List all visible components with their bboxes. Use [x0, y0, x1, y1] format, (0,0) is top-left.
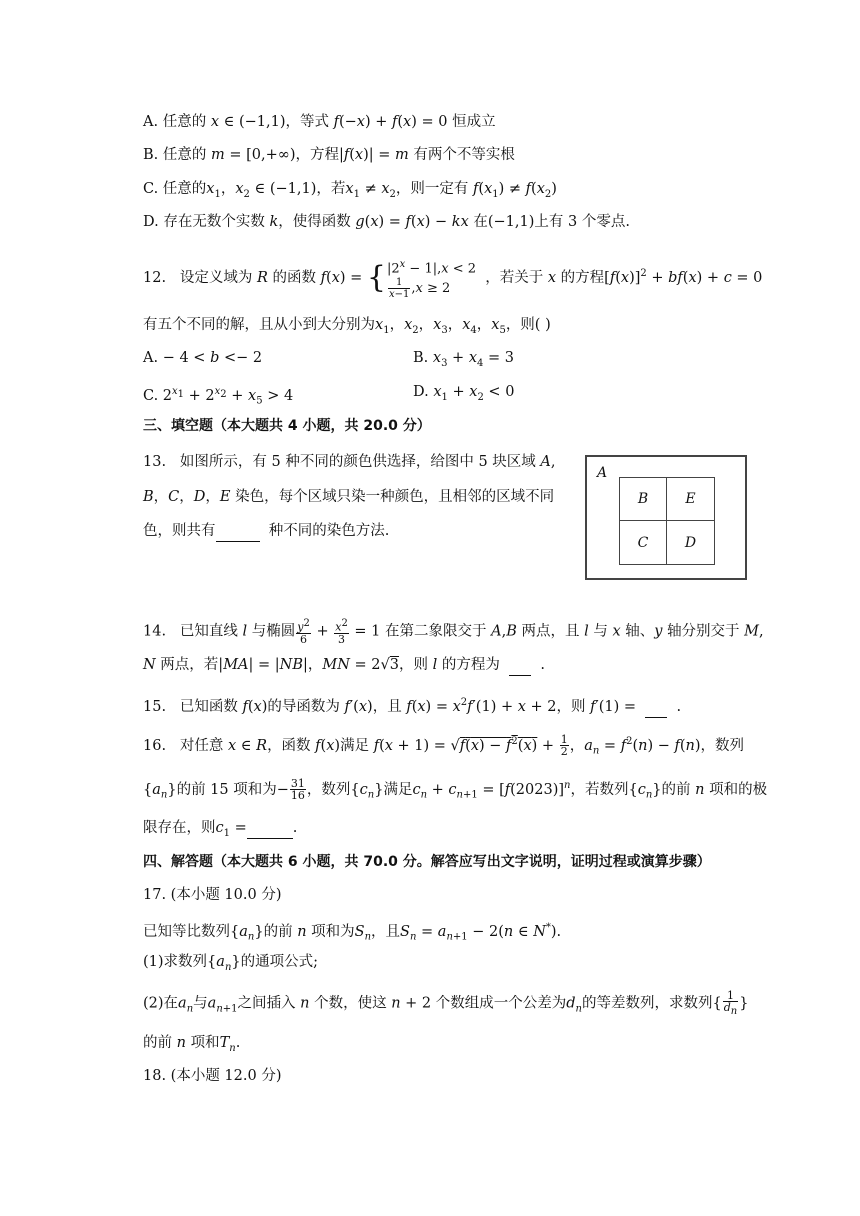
q11-option-a: A. 任意的 x ∈ (−1,1)，等式 f(−x) + f(x) = 0 恒成立: [143, 114, 496, 130]
q11-option-b: B. 任意的 m = [0,+∞)，方程|f(x)| = m 有两个不等实根: [143, 147, 515, 163]
q12-stem: 12. 设定义域为 R 的函数 f(x) = { $|2^x - 1|,x < 2$ $\frac{1}{x-1}$ ,x ≥ 2 ，若关于 x 的方程$[f(x)]^2 + bf(x) + c = 0$: [143, 258, 763, 300]
q16-line1: 16. 对任意 x ∈ R，函数 f(x)满足 $f(x + 1) = √f(x) - f^2(x)$ + $\frac{1}{2}$ ，$a_n = f^2(n) - f(n)$，数列: [143, 733, 745, 759]
inner-grid: [619, 477, 715, 565]
q12-option-c: C. $2^{x_1} + 2^{x_2} + x_5 > 4$: [143, 386, 294, 407]
q12-stem-line2: 有五个不同的解，且从小到大分别为$x_1$，$x_2$，$x_3$，$x_4$，$x_5$，则( ): [143, 317, 551, 336]
region-e: E: [667, 478, 714, 521]
q18-header: 18. (本小题 12.0 分): [143, 1068, 282, 1084]
section-3-title: 三、填空题（本大题共 4 小题，共 20.0 分）: [143, 418, 431, 434]
q13-line2: B，C，D，E 染色，每个区域只染一种颜色，且相邻的区域不同: [143, 489, 555, 505]
q17-stem: 已知等比数列$\{a_n\}$的前 n 项和为$S_n$，且$S_n = a_{n+1} - 2(n$ ∈ N*).: [143, 922, 562, 943]
q14-answer-blank[interactable]: [509, 655, 531, 676]
region-b: B: [620, 478, 667, 521]
q14-line1: 14. 已知直线 l 与椭圆 $\frac{y^2}{6}$ + $\frac{x^2}{3}$ = 1 在第二象限交于 A,B 两点，且 l 与 x 轴、y 轴分别交于 M,: [143, 618, 764, 646]
q12-option-d: D. $x_1 + x_2 < 0$: [413, 384, 515, 403]
q17-part2-line2: 的前 n 项和$T_n$.: [143, 1035, 241, 1054]
q11-option-d: D. 存在无数个实数 k，使得函数 g(x) = f(x) − kx 在(−1,1)上有 3 个零点.: [143, 214, 630, 230]
q17-part1: (1)求数列$\{a_n\}$的通项公式;: [143, 954, 319, 973]
q13-region-figure: [585, 455, 747, 580]
q15-answer-blank[interactable]: [645, 697, 667, 718]
q17-header: 17. (本小题 10.0 分): [143, 887, 282, 903]
q14-line2: N 两点，若|MA| = |NB|，MN = 2√3，则 l 的方程为 .: [143, 655, 545, 676]
q17-part2: (2)在$a_n$与$a_{n+1}$之间插入 n 个数，使这 n + 2 个数组成一个公差为$d_n$的等差数列，求数列{ $\frac{1}{d_n}$ }: [143, 989, 749, 1018]
q13-answer-blank[interactable]: [216, 521, 260, 542]
q12-option-a: A. − 4 < b <− 2: [143, 350, 263, 366]
region-c: C: [620, 521, 667, 564]
q13-line1: 13. 如图所示，有 5 种不同的颜色供选择，给图中 5 块区域 A,: [143, 454, 556, 470]
region-d: D: [684, 534, 697, 551]
q13-line3: 色，则共有 种不同的染色方法.: [143, 521, 389, 542]
section-4-title: 四、解答题（本大题共 6 小题，共 70.0 分。解答应写出文字说明，证明过程或演算步骤）: [143, 854, 711, 870]
q16-line2: $\{a_n\}$的前 15 项和为− $\frac{31}{16}$ ，数列$\{c_n\}$满足$c_n + c_{n+1} = [f(2023)]^n$，若数列$\{c_n\}$的前 n 项和的极: [143, 777, 768, 803]
region-a-label: A: [597, 465, 608, 481]
q11-option-c: C. 任意的$x_1$，$x_2$ ∈ (−1,1)，若$x_1 \ne x_2$，则一定有 $f(x_1) \ne f(x_2)$: [143, 181, 557, 200]
q12-option-b: B. $x_3 + x_4 = 3$: [413, 350, 514, 369]
q16-line3: 限存在，则$c_1$ = .: [143, 820, 298, 839]
q16-answer-blank[interactable]: [247, 818, 293, 839]
q15-line: 15. 已知函数 f(x)的导函数为 f′(x)，且 $f(x) = x^2f'(1) + x + 2$，则 f′(1) = .: [143, 693, 681, 718]
